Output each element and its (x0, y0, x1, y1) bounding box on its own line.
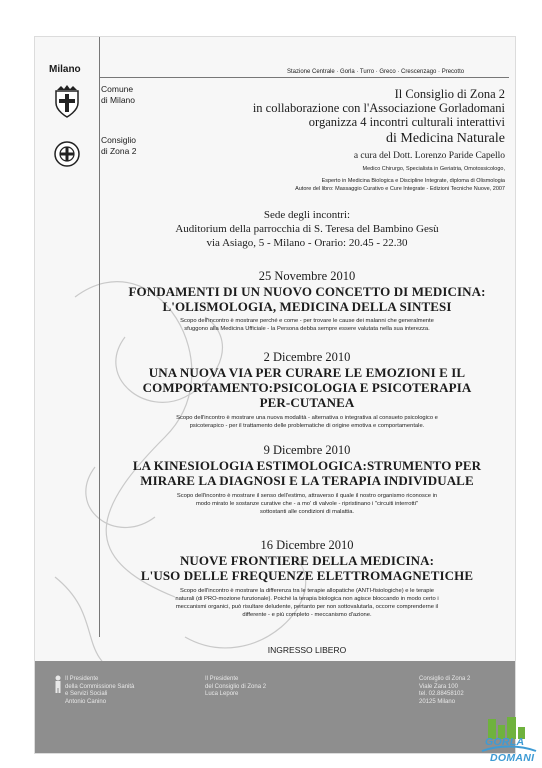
event-date: 25 Novembre 2010 (258, 269, 356, 283)
event-description: modo mirato le sostanze curative che - a mo' di valvole - ripristinano i "circuiti interrotti" (195, 501, 419, 507)
event-description: differente - e più completo - meccanismo d'azione. (242, 612, 372, 618)
event-date: 2 Dicembre 2010 (263, 350, 351, 364)
consiglio-label: Consiglio di Zona 2 (101, 135, 137, 156)
event-title: LA KINESIOLOGIA ESTIMOLOGICA:STRUMENTO PER (132, 458, 482, 473)
stations-list: Stazione Centrale · Gorla · Turro · Greco · Crescenzago · Precotto (287, 69, 465, 75)
zona2-crest-icon (53, 137, 81, 171)
organizer-line-3: organizza 4 incontri culturali interattivi (308, 115, 505, 129)
event-description: naturali (di PRO-mozione funzionale). Poiché la terapia biologica non agisce bloccando in modo certo i (175, 596, 439, 602)
event-title: UNA NUOVA VIA PER CURARE LE EMOZIONI E IL (148, 365, 466, 380)
flyer-page (34, 36, 516, 754)
event-title: FONDAMENTI DI UN NUOVO CONCETTO DI MEDICINA: (128, 284, 486, 299)
curator-credentials-2: Esperto in Medicina Biologica e Discipline Integrate, diploma di Olismologia (321, 178, 505, 184)
event-description: Scopo dell'incontro è mostrare la differenza tra le terapie allopatiche (ANTI-fisiologiche) e le terapie (180, 588, 434, 594)
event-title: L'OLISMOLOGIA, MEDICINA DELLA SINTESI (162, 299, 452, 314)
milano-crest-icon (53, 85, 81, 119)
footer-president: Il Presidente del Consiglio di Zona 2 Luca Lepore (205, 676, 267, 697)
event-title: MIRARE LA DIAGNOSI E LA TERAPIA INDIVIDUALE (140, 473, 474, 488)
event-title: NUOVE FRONTIERE DELLA MEDICINA: (179, 553, 435, 568)
entry-free-label: INGRESSO LIBERO (267, 645, 347, 655)
footer-address: Consiglio di Zona 2 Viale Zara 100 tel. 02.88458102 20125 Milano (419, 676, 471, 705)
event-description: Scopo dell'incontro è mostrare perché e come - per trovare le cause dei malanni che generalmente (180, 318, 434, 324)
event-date: 16 Dicembre 2010 (260, 538, 354, 552)
event-title: COMPORTAMENTO:PSICOLOGIA E PSICOTERAPIA (142, 380, 472, 395)
header-divider (99, 77, 509, 78)
person-icon (53, 675, 63, 693)
city-label: Milano (49, 64, 81, 75)
event-title: PER-CUTANEA (259, 395, 355, 410)
organizer-line-4: di Medicina Naturale (386, 131, 505, 146)
logo-text-domani: DOMANI (490, 752, 535, 764)
comune-label: Comune di Milano (101, 84, 136, 105)
event-date: 9 Dicembre 2010 (263, 443, 351, 457)
event-description: sottostanti alle condizioni di malattia. (259, 509, 355, 515)
organizer-line-1: Il Consiglio di Zona 2 (394, 87, 505, 101)
event-description: Scopo dell'incontro è mostrare il senso dell'estimo, attraverso il quale il nostro organismo riconosce in (176, 493, 438, 499)
curator-line: a cura del Dott. Lorenzo Paride Capello (353, 151, 505, 161)
curator-credentials-3: Autore del libro: Massaggio Curativo e Cure Integrate - Edizioni Tecniche Nuove, 2007 (295, 186, 505, 192)
curator-credentials-1: Medico Chirurgo, Specialista in Geriatria, Omotossicologo, (362, 166, 505, 172)
venue-title: Sede degli incontri: (263, 209, 351, 221)
venue-line-2: via Asiago, 5 - Milano - Orario: 20.45 - 22.30 (206, 237, 408, 249)
event-description: sfuggono alla Medicina Ufficiale - la Persona debba sempre essere valutata nella sua interezza. (184, 326, 430, 332)
venue-line-1: Auditorium della parrocchia di S. Teresa del Bambino Gesù (175, 223, 439, 235)
organizer-line-2: in collaborazione con l'Associazione Gorladomani (252, 101, 505, 115)
event-description: Scopo dell'incontro è mostrare una nuova modalità - alternativa o integrativa al consueto psicologico e (176, 415, 438, 421)
event-title: L'USO DELLE FREQUENZE ELETTROMAGNETICHE (140, 568, 474, 583)
footer-commission: Il Presidente della Commissione Sanità e Servizi Sociali Antonio Canino (65, 676, 135, 705)
event-description: psicoterapico - per il trattamento delle problematiche di origine emotiva e comportamentale. (189, 423, 425, 429)
event-description: meccanismi organici, può risultare deludente, pertanto per non sottovalutarla, occorre comprenderne il (175, 604, 439, 610)
footer-band (35, 661, 515, 753)
logo-text-gorla: GORLA (485, 736, 525, 748)
